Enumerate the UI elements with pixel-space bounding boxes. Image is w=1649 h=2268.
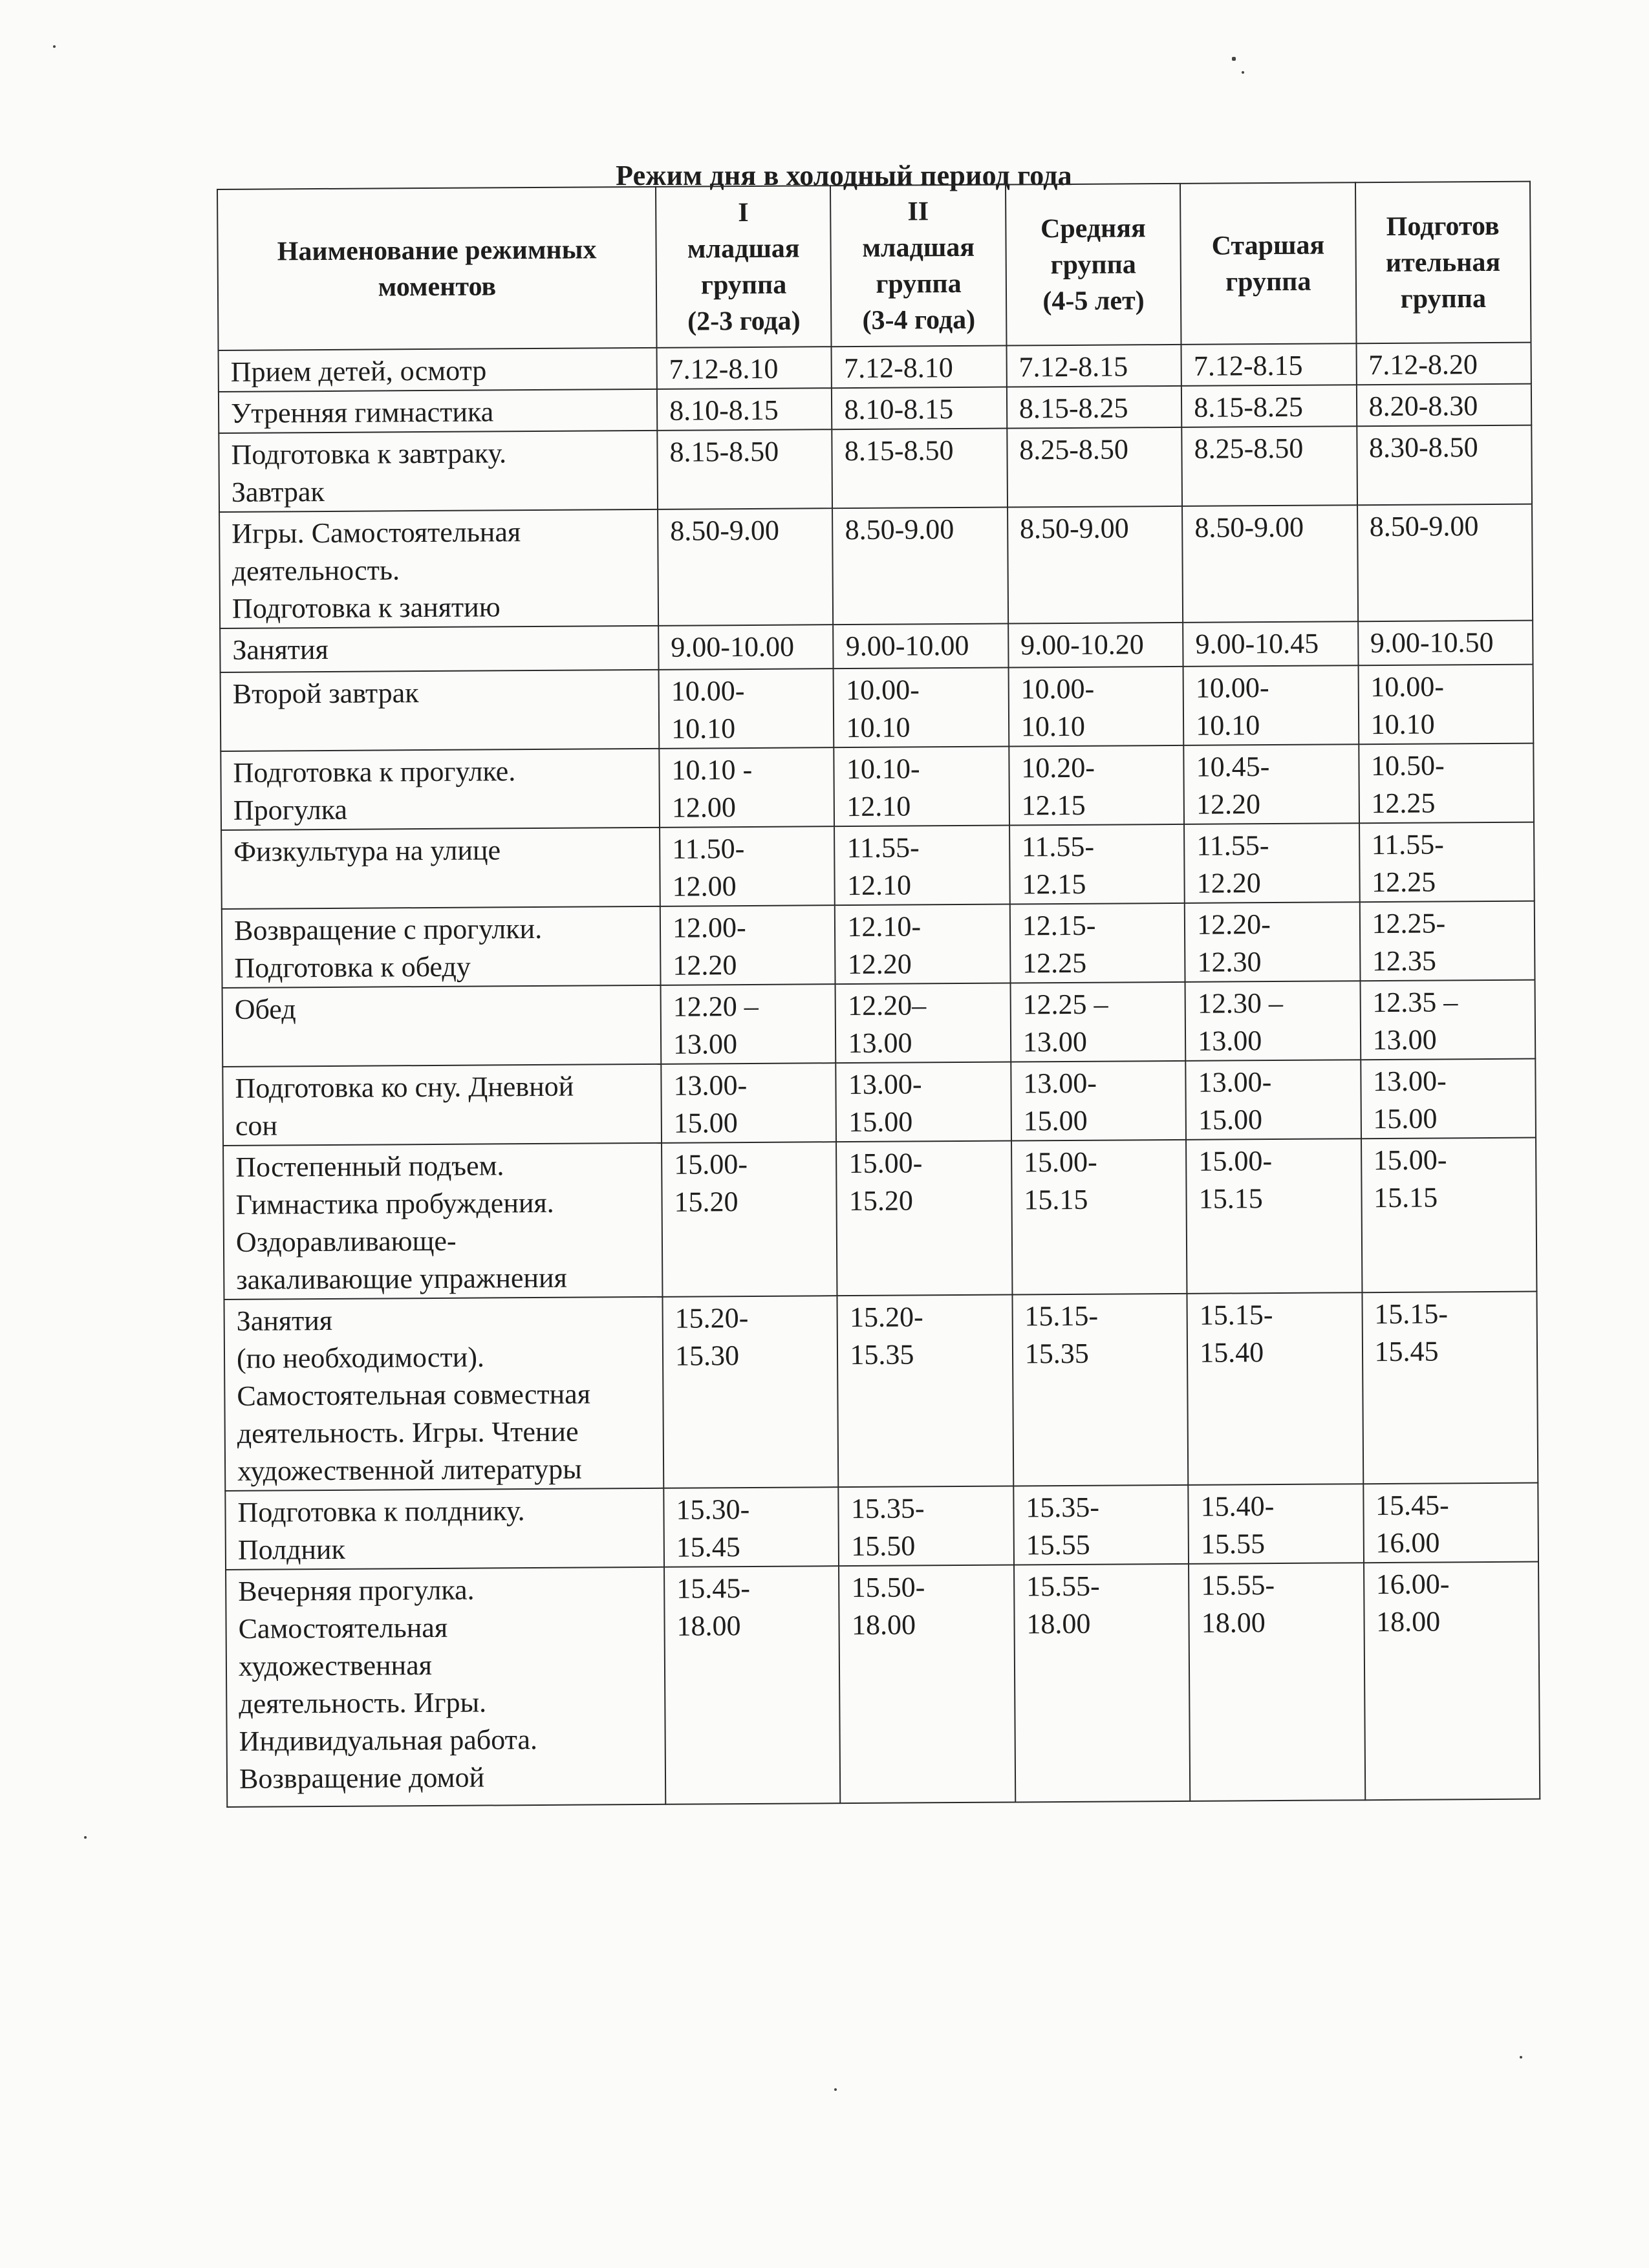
time-cell: 11.55- 12.15 — [1009, 824, 1185, 904]
time-cell: 15.15- 15.45 — [1362, 1292, 1538, 1484]
time-cell: 15.55- 18.00 — [1014, 1564, 1191, 1803]
scan-speck — [53, 45, 56, 48]
activity-name-cell: Прием детей, осмотр — [219, 348, 657, 392]
time-cell: 10.00- 10.10 — [1358, 665, 1533, 745]
activity-name-cell: Подготовка к полднику. Полдник — [225, 1488, 664, 1570]
header-group-1-junior: I младшая группа (2-3 года) — [656, 186, 832, 348]
time-cell: 8.25-8.50 — [1007, 427, 1182, 508]
time-cell: 10.00- 10.10 — [834, 668, 1009, 748]
time-cell: 15.50- 18.00 — [839, 1565, 1015, 1804]
time-cell: 7.12-8.10 — [832, 346, 1007, 389]
time-cell: 10.00- 10.10 — [659, 669, 834, 749]
header-activity: Наименование режимных моментов — [217, 187, 657, 350]
time-cell: 9.00-10.50 — [1358, 621, 1533, 666]
table-row — [220, 621, 1533, 672]
time-cell: 11.50- 12.00 — [660, 826, 835, 906]
time-cell: 12.20– 13.00 — [835, 983, 1011, 1064]
time-cell: 8.20-8.30 — [1356, 384, 1531, 427]
table-row — [221, 822, 1535, 909]
scan-speck — [1520, 2056, 1522, 2059]
activity-name-cell: Постепенный подъем. Гимнастика пробуждения. Оздоравливающе- закаливающие упражнения — [223, 1143, 662, 1300]
time-cell: 15.20- 15.30 — [662, 1296, 838, 1488]
time-cell: 15.45- 18.00 — [664, 1566, 841, 1804]
scan-speck — [84, 1836, 87, 1839]
time-cell: 12.25 – 13.00 — [1010, 982, 1185, 1062]
time-cell: 7.12-8.20 — [1356, 343, 1531, 385]
time-cell: 8.10-8.15 — [657, 388, 832, 431]
activity-name-cell: Возвращение с прогулки. Подготовка к обеду — [222, 906, 661, 988]
time-cell: 7.12-8.15 — [1181, 343, 1357, 386]
time-cell: 15.40- 15.55 — [1188, 1484, 1363, 1564]
time-cell: 12.35 – 13.00 — [1360, 980, 1535, 1060]
schedule-table — [217, 181, 1540, 1808]
table-row — [219, 504, 1533, 628]
activity-name-cell: Подготовка к завтраку. Завтрак — [219, 431, 658, 512]
table-row — [221, 744, 1534, 830]
activity-name-cell: Второй завтрак — [221, 670, 660, 751]
time-cell: 7.12-8.10 — [657, 347, 832, 389]
time-cell: 13.00- 15.00 — [1361, 1059, 1536, 1139]
activity-name-cell: Утренняя гимнастика — [219, 389, 657, 433]
table-row — [224, 1292, 1538, 1491]
time-cell: 15.00- 15.15 — [1186, 1139, 1362, 1294]
time-cell: 13.00- 15.00 — [836, 1062, 1011, 1142]
time-cell: 13.00- 15.00 — [661, 1063, 836, 1143]
time-cell: 15.55- 18.00 — [1189, 1563, 1365, 1801]
header-group-senior: Старшая группа — [1180, 182, 1356, 345]
time-cell: 12.10- 12.20 — [835, 904, 1010, 985]
time-cell: 12.25- 12.35 — [1359, 901, 1535, 981]
time-cell: 11.55- 12.10 — [834, 826, 1009, 906]
time-cell: 8.30-8.50 — [1357, 425, 1532, 506]
table-row — [222, 1059, 1536, 1146]
time-cell: 8.15-8.25 — [1181, 385, 1357, 427]
activity-name-cell: Подготовка ко сну. Дневной сон — [222, 1064, 662, 1146]
activity-name-cell: Игры. Самостоятельная деятельность. Подготовка к занятию — [219, 509, 658, 628]
time-cell: 8.50-9.00 — [658, 508, 833, 626]
header-group-middle: Средняя группа (4-5 лет) — [1006, 184, 1181, 346]
time-cell: 8.50-9.00 — [1008, 506, 1183, 624]
time-cell: 8.10-8.15 — [832, 387, 1007, 430]
time-cell: 8.15-8.25 — [1007, 386, 1182, 429]
time-cell: 9.00-10.45 — [1183, 621, 1358, 667]
activity-name-cell: Подготовка к прогулке. Прогулка — [221, 749, 660, 830]
table-row — [222, 901, 1535, 988]
activity-name-cell: Вечерняя прогулка. Самостоятельная художественная деятельность. Игры. Индивидуальная работа. Возвращение домой — [226, 1567, 665, 1807]
time-cell: 9.00-10.00 — [834, 624, 1009, 669]
time-cell: 10.45- 12.20 — [1183, 744, 1359, 824]
header-group-2-junior: II младшая группа (3-4 года) — [830, 185, 1006, 347]
time-cell: 15.15- 15.40 — [1187, 1292, 1363, 1485]
time-cell: 12.20 – 13.00 — [661, 984, 836, 1064]
scan-speck — [1242, 71, 1244, 74]
time-cell: 15.00- 15.15 — [1011, 1140, 1187, 1295]
scan-speck — [834, 2088, 837, 2091]
time-cell: 13.00- 15.00 — [1011, 1061, 1186, 1141]
table-row — [222, 980, 1536, 1067]
time-cell: 15.00- 15.20 — [836, 1141, 1012, 1296]
time-cell: 15.00- 15.20 — [662, 1142, 837, 1297]
activity-name-cell: Занятия — [220, 626, 658, 672]
activity-name-cell: Физкультура на улице — [221, 828, 660, 909]
time-cell: 15.45- 16.00 — [1363, 1483, 1538, 1563]
time-cell: 8.15-8.50 — [832, 429, 1008, 509]
time-cell: 8.50-9.00 — [1182, 505, 1357, 623]
time-cell: 10.10 - 12.00 — [659, 747, 834, 828]
time-cell: 15.00- 15.15 — [1361, 1138, 1537, 1293]
time-cell: 12.30 – 13.00 — [1185, 981, 1361, 1061]
header-group-preparatory: Подготов ительная группа — [1355, 182, 1531, 344]
time-cell: 12.00- 12.20 — [660, 905, 835, 985]
activity-name-cell: Занятия (по необходимости). Самостоятельная совместная деятельность. Игры. Чтение художественной литературы — [224, 1297, 663, 1491]
time-cell: 15.35- 15.50 — [839, 1486, 1014, 1567]
time-cell: 11.55- 12.25 — [1359, 822, 1535, 903]
time-cell: 9.00-10.00 — [658, 625, 834, 670]
table-row — [219, 425, 1532, 512]
table-row — [225, 1483, 1538, 1570]
time-cell: 12.15- 12.25 — [1010, 903, 1185, 983]
time-cell: 15.35- 15.55 — [1013, 1485, 1189, 1565]
time-cell: 8.25-8.50 — [1181, 426, 1357, 506]
time-cell: 15.15- 15.35 — [1012, 1294, 1188, 1486]
scan-speck — [1232, 57, 1236, 61]
table-row — [223, 1138, 1536, 1300]
time-cell: 10.10- 12.10 — [834, 747, 1009, 827]
time-cell: 12.20- 12.30 — [1185, 902, 1360, 982]
time-cell: 15.30- 15.45 — [663, 1487, 839, 1567]
time-cell: 13.00- 15.00 — [1185, 1060, 1361, 1140]
time-cell: 10.50- 12.25 — [1359, 744, 1534, 824]
time-cell: 15.20- 15.35 — [837, 1295, 1013, 1488]
table-header-row — [217, 182, 1531, 350]
time-cell: 11.55- 12.20 — [1184, 823, 1359, 903]
time-cell: 7.12-8.15 — [1006, 345, 1181, 387]
table-row — [226, 1562, 1540, 1807]
time-cell: 10.00- 10.10 — [1008, 667, 1183, 747]
activity-name-cell: Обед — [222, 985, 662, 1067]
time-cell: 9.00-10.20 — [1008, 623, 1183, 668]
time-cell: 16.00- 18.00 — [1364, 1562, 1540, 1801]
time-cell: 8.50-9.00 — [1357, 504, 1533, 622]
time-cell: 10.00- 10.10 — [1183, 665, 1359, 745]
time-cell: 8.50-9.00 — [832, 508, 1008, 625]
document-title: Режим дня в холодный период года — [616, 160, 1072, 191]
table-row — [221, 665, 1534, 751]
time-cell: 8.15-8.50 — [657, 429, 832, 509]
time-cell: 10.20- 12.15 — [1009, 745, 1184, 826]
